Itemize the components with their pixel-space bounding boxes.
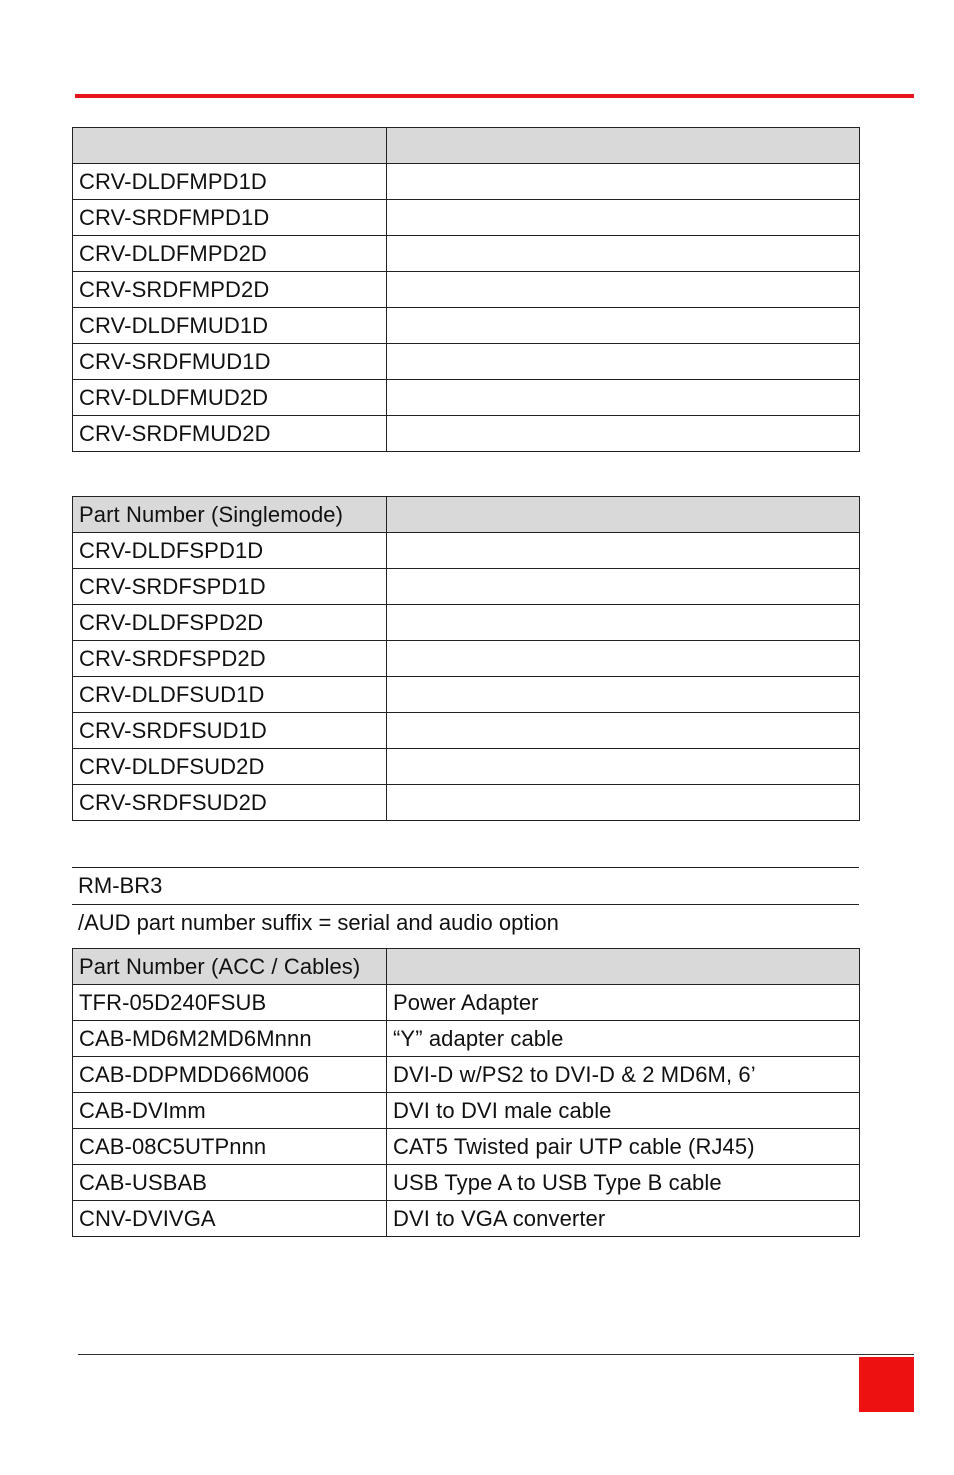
table-row — [73, 1093, 860, 1129]
table-row — [73, 569, 860, 605]
part-number-cell: CAB-MD6M2MD6Mnnn — [73, 1021, 387, 1057]
part-number-cell: CRV-SRDFSUD2D — [73, 785, 387, 821]
description-cell: DVI to VGA converter — [387, 1201, 860, 1237]
table-body — [73, 164, 860, 452]
table-row — [73, 308, 860, 344]
description-cell — [387, 569, 860, 605]
table-row — [73, 785, 860, 821]
part-number-cell: CRV-DLDFSUD1D — [73, 677, 387, 713]
description-cell — [387, 380, 860, 416]
part-number-cell: CRV-DLDFMUD2D — [73, 380, 387, 416]
part-number-cell: CRV-SRDFSUD1D — [73, 713, 387, 749]
rack-mount-note: RM-BR3 — [72, 867, 859, 904]
part-number-cell: CRV-SRDFMPD2D — [73, 272, 387, 308]
table-row — [73, 533, 860, 569]
column-header — [387, 497, 860, 533]
description-cell: DVI to DVI male cable — [387, 1093, 860, 1129]
table-header-row — [73, 497, 860, 533]
description-cell — [387, 236, 860, 272]
column-header: Part Number (Singlemode) — [73, 497, 387, 533]
table-row — [73, 164, 860, 200]
description-cell — [387, 200, 860, 236]
table-header-row — [73, 949, 860, 985]
table-body — [73, 985, 860, 1237]
description-cell: “Y” adapter cable — [387, 1021, 860, 1057]
part-number-cell: CNV-DVIVGA — [73, 1201, 387, 1237]
part-number-cell: CRV-DLDFMPD1D — [73, 164, 387, 200]
page-number-tab — [859, 1357, 914, 1412]
description-cell — [387, 164, 860, 200]
table-row — [73, 1057, 860, 1093]
table-body — [73, 533, 860, 821]
table-row — [73, 380, 860, 416]
part-number-cell: CRV-SRDFMPD1D — [73, 200, 387, 236]
description-cell — [387, 713, 860, 749]
column-header — [73, 128, 387, 164]
part-number-cell: CAB-USBAB — [73, 1165, 387, 1201]
suffix-note: /AUD part number suffix = serial and audio option — [72, 904, 859, 941]
description-cell — [387, 677, 860, 713]
description-cell — [387, 605, 860, 641]
table-row — [73, 200, 860, 236]
accessories-table — [72, 948, 860, 1237]
description-cell: USB Type A to USB Type B cable — [387, 1165, 860, 1201]
header-rule — [75, 94, 914, 98]
description-cell: CAT5 Twisted pair UTP cable (RJ45) — [387, 1129, 860, 1165]
part-number-cell: CRV-SRDFMUD2D — [73, 416, 387, 452]
singlemode-parts-table — [72, 496, 860, 821]
column-header — [387, 128, 860, 164]
description-cell — [387, 272, 860, 308]
table-row — [73, 236, 860, 272]
table-row — [73, 641, 860, 677]
part-number-cell: CRV-DLDFSPD1D — [73, 533, 387, 569]
part-number-cell: CRV-SRDFSPD2D — [73, 641, 387, 677]
footer-rule — [78, 1354, 914, 1355]
part-number-cell: CAB-08C5UTPnnn — [73, 1129, 387, 1165]
notes-block — [72, 867, 859, 941]
table-row — [73, 344, 860, 380]
table-row — [73, 605, 860, 641]
table-header-row — [73, 128, 860, 164]
description-cell — [387, 785, 860, 821]
table-row — [73, 1165, 860, 1201]
table-row — [73, 749, 860, 785]
part-number-cell: CRV-DLDFSPD2D — [73, 605, 387, 641]
column-header — [387, 949, 860, 985]
description-cell — [387, 749, 860, 785]
description-cell — [387, 641, 860, 677]
table-row — [73, 1129, 860, 1165]
part-number-cell: CAB-DDPMDD66M006 — [73, 1057, 387, 1093]
description-cell: Power Adapter — [387, 985, 860, 1021]
description-cell — [387, 533, 860, 569]
table-row — [73, 985, 860, 1021]
column-header: Part Number (ACC / Cables) — [73, 949, 387, 985]
table-row — [73, 416, 860, 452]
part-number-cell: CRV-SRDFMUD1D — [73, 344, 387, 380]
description-cell — [387, 344, 860, 380]
multimode-parts-table — [72, 127, 860, 452]
part-number-cell: CRV-SRDFSPD1D — [73, 569, 387, 605]
part-number-cell: CRV-DLDFMPD2D — [73, 236, 387, 272]
description-cell — [387, 308, 860, 344]
description-cell — [387, 416, 860, 452]
table-row — [73, 272, 860, 308]
part-number-cell: TFR-05D240FSUB — [73, 985, 387, 1021]
part-number-cell: CRV-DLDFSUD2D — [73, 749, 387, 785]
table-row — [73, 677, 860, 713]
table-row — [73, 1201, 860, 1237]
table-row — [73, 713, 860, 749]
table-row — [73, 1021, 860, 1057]
part-number-cell: CRV-DLDFMUD1D — [73, 308, 387, 344]
description-cell: DVI-D w/PS2 to DVI-D & 2 MD6M, 6’ — [387, 1057, 860, 1093]
part-number-cell: CAB-DVImm — [73, 1093, 387, 1129]
